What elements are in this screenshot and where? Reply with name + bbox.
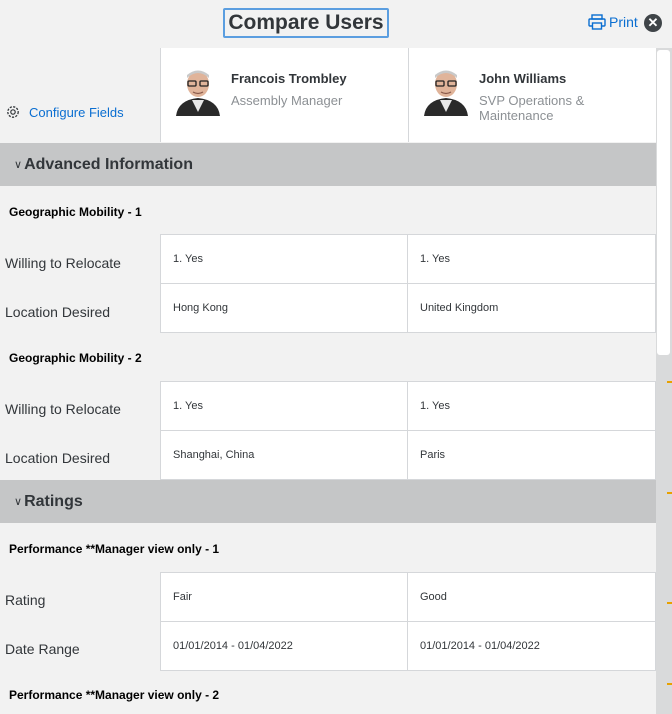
avatar (420, 64, 472, 116)
value-cell: United Kingdom (407, 283, 656, 333)
gear-icon (5, 104, 21, 120)
group-title: Performance **Manager view only - 1 (9, 542, 220, 556)
value-cell: 01/01/2014 - 01/04/2022 (160, 621, 408, 671)
close-icon[interactable]: ✕ (644, 14, 662, 32)
user-role: SVP Operations & Maintenance (479, 93, 585, 123)
field-label: Location Desired (5, 304, 111, 320)
group-title: Geographic Mobility - 2 (9, 351, 142, 365)
dialog-title: Compare Users (223, 8, 389, 38)
group-title: Performance **Manager view only - 2 (9, 688, 220, 702)
user-card (408, 48, 656, 142)
user-name: Francois Trombley (231, 71, 347, 86)
scrollbar-thumb[interactable] (657, 50, 670, 355)
section-header-ratings[interactable] (0, 480, 656, 523)
scroll-marker (667, 683, 672, 685)
section-title: Advanced Information (24, 155, 193, 173)
print-label: Print (609, 14, 638, 30)
field-label: Willing to Relocate (5, 401, 121, 417)
value-cell: Fair (160, 572, 408, 622)
value-cell: 1. Yes (160, 234, 408, 284)
field-label: Willing to Relocate (5, 255, 121, 271)
section-header-advanced-information[interactable] (0, 143, 656, 186)
value-cell: Good (407, 572, 656, 622)
field-label: Location Desired (5, 450, 111, 466)
user-role: Assembly Manager (231, 93, 343, 108)
value-cell: Shanghai, China (160, 430, 408, 480)
user-card (160, 48, 408, 142)
chevron-down-icon: ∨ (14, 159, 23, 171)
value-cell: 1. Yes (407, 234, 656, 284)
field-label: Date Range (5, 641, 80, 657)
group-title: Geographic Mobility - 1 (9, 205, 142, 219)
scroll-marker (667, 381, 672, 383)
value-cell: 01/01/2014 - 01/04/2022 (407, 621, 656, 671)
scroll-marker (667, 602, 672, 604)
avatar (172, 64, 224, 116)
chevron-down-icon: ∨ (14, 496, 23, 508)
value-cell: Hong Kong (160, 283, 408, 333)
print-button[interactable] (588, 14, 638, 30)
configure-fields-button[interactable] (5, 104, 124, 120)
field-label: Rating (5, 592, 46, 608)
user-name: John Williams (479, 71, 567, 86)
scroll-marker (667, 492, 672, 494)
printer-icon (588, 14, 606, 30)
value-cell: 1. Yes (407, 381, 656, 431)
configure-fields-label: Configure Fields (29, 104, 124, 120)
section-title: Ratings (24, 492, 83, 510)
value-cell: Paris (407, 430, 656, 480)
value-cell: 1. Yes (160, 381, 408, 431)
